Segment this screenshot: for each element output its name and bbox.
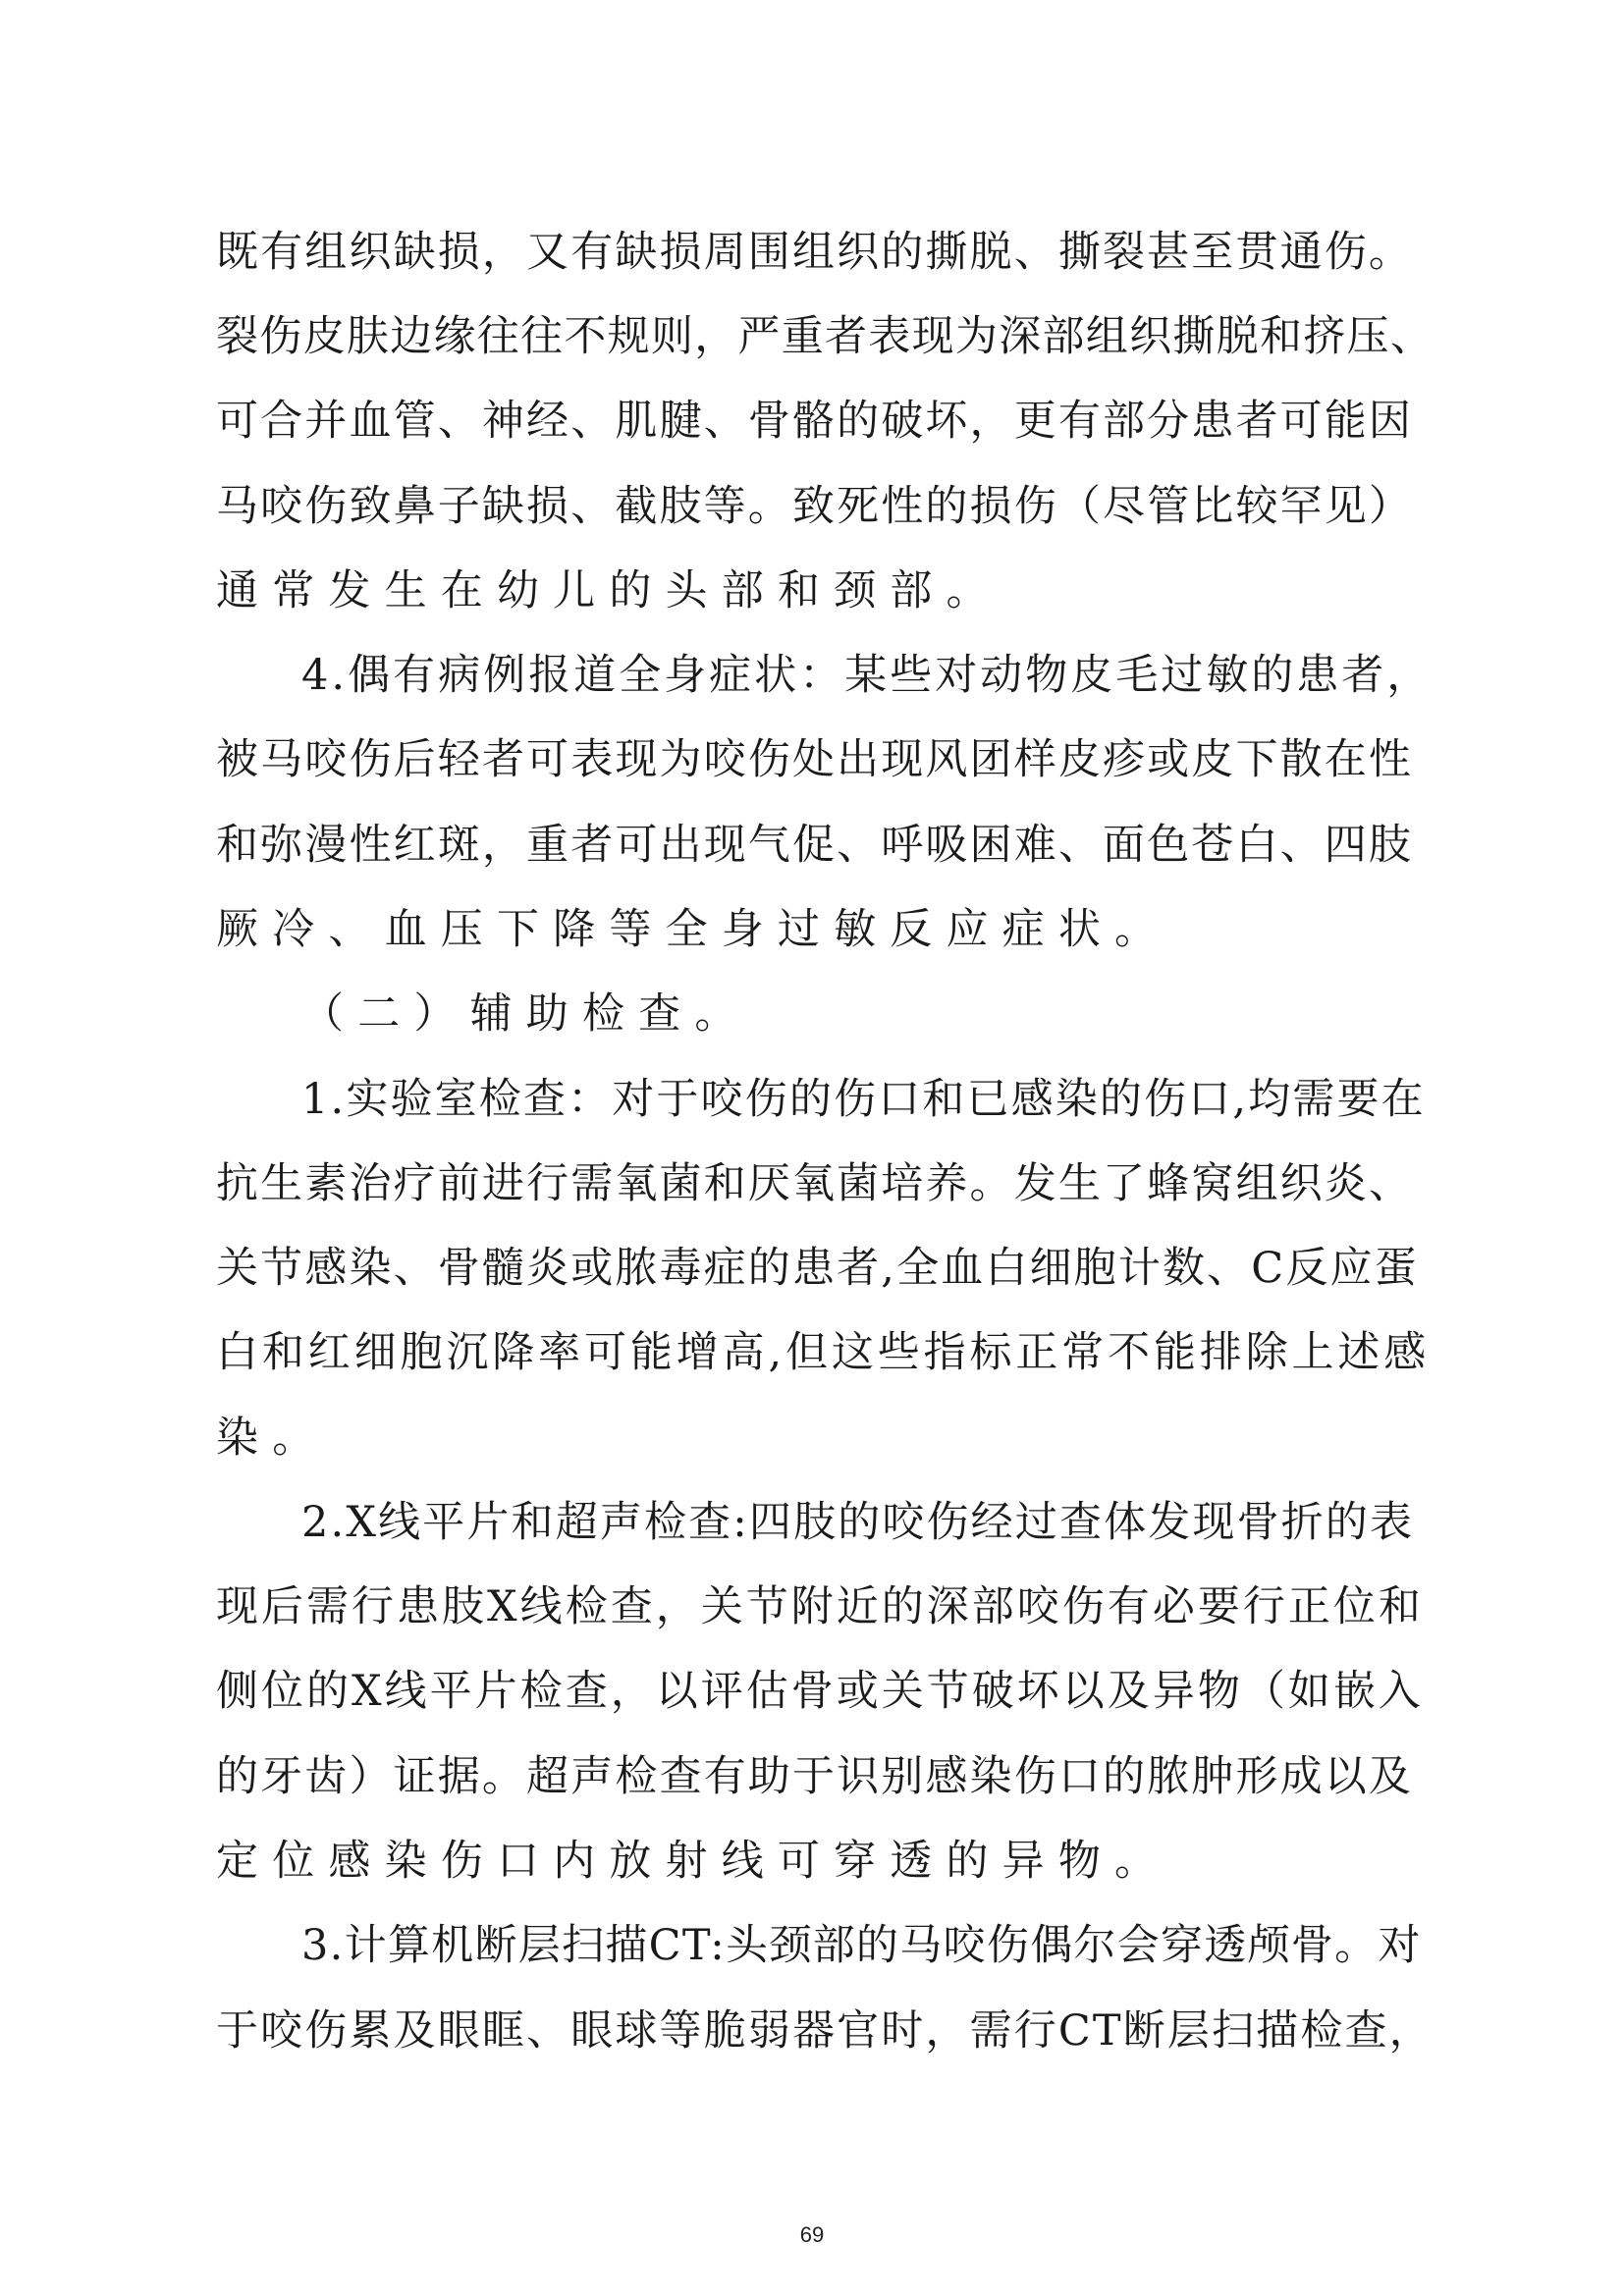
paragraph-first-line: 1.实验室检查：对于咬伤的伤口和已感染的伤口,均需要在 [301,1075,1426,1124]
text-line: 可合并血管、神经、肌腱、骨骼的破坏，更有部分患者可能因 [216,397,1414,446]
text-line: 侧位的X线平片检查，以评估骨或关节破坏以及异物（如嵌入 [216,1667,1424,1716]
text-line: 既有组织缺损，又有缺损周围组织的撕脱、撕裂甚至贯通伤。 [216,228,1414,277]
paragraph-first-line: 4.偶有病例报道全身症状：某些对动物皮毛过敏的患者， [301,651,1433,700]
text-line: 裂伤皮肤边缘往往不规则，严重者表现为深部组织撕脱和挤压、 [216,312,1435,361]
text-line: 和弥漫性红斑，重者可出现气促、呼吸困难、面色苍白、四肢 [216,821,1414,870]
section-heading: （二）辅助检查。 [301,989,751,1039]
text-line: 于咬伤累及眼眶、眼球等脆弱器官时，需行CT断层扫描检查， [216,2006,1434,2056]
text-line: 厥冷、血压下降等全身过敏反应症状。 [216,905,1171,954]
paragraph-first-line: 3.计算机断层扫描CT:头颈部的马咬伤偶尔会穿透颅骨。对 [301,1921,1422,1970]
text-line: 抗生素治疗前进行需氧菌和厌氧菌培养。发生了蜂窝组织炎、 [216,1159,1414,1208]
text-line: 现后需行患肢X线检查，关节附近的深部咬伤有必要行正位和 [216,1582,1424,1631]
text-line: 关节感染、骨髓炎或脓毒症的患者,全血白细胞计数、C反应蛋 [216,1244,1419,1293]
text-line: 通常发生在幼儿的头部和颈部。 [216,566,1002,615]
text-line: 定位感染伤口内放射线可穿透的异物。 [216,1837,1171,1886]
text-line: 马咬伤致鼻子缺损、截肢等。致死性的损伤（尽管比较罕见） [216,482,1414,531]
text-line: 被马咬伤后轻者可表现为咬伤处出现风团样皮疹或皮下散在性 [216,735,1414,784]
text-line: 染。 [216,1414,329,1463]
page-number: 69 [799,2222,825,2247]
text-line: 的牙齿）证据。超声检查有助于识别感染伤口的脓肿形成以及 [216,1752,1414,1801]
text-line: 白和红细胞沉降率可能增高,但这些指标正常不能排除上述感 [216,1328,1431,1377]
paragraph-first-line: 2.X线平片和超声检查:四肢的咬伤经过查体发现骨折的表 [301,1498,1415,1547]
